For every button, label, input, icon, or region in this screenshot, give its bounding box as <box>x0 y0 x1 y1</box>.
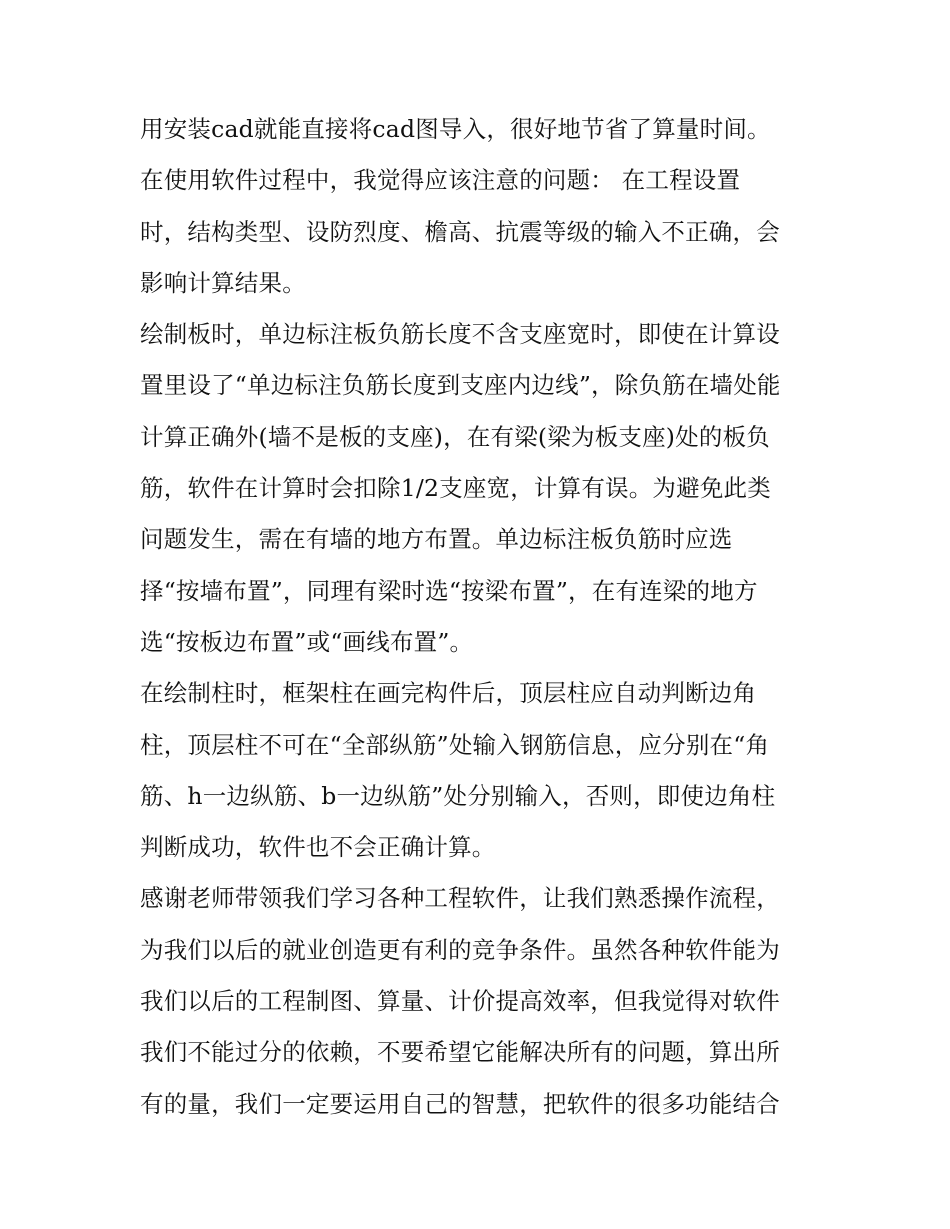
text-line: 选“按板边布置”或“画线布置”。 <box>140 627 474 656</box>
text-line: 判断成功，软件也不会正确计算。 <box>140 833 496 862</box>
text-line: 柱，顶层柱不可在“全部纵筋”处输入钢筋信息，应分别在“角 <box>140 730 770 759</box>
text-line: 时，结构类型、设防烈度、檐高、抗震等级的输入不正确，会 <box>140 217 780 246</box>
text-line: 筋，软件在计算时会扣除1/2支座宽，计算有误。为避免此类 <box>140 474 771 503</box>
text-line: 有的量，我们一定要运用自己的智慧，把软件的很多功能结合 <box>140 1089 780 1118</box>
text-line: 计算正确外(墙不是板的支座)，在有梁(梁为板支座)处的板负 <box>140 422 770 451</box>
text-line: 问题发生，需在有墙的地方布置。单边标注板负筋时应选 <box>140 525 733 554</box>
text-line: 为我们以后的就业创造更有利的竞争条件。虽然各种软件能为 <box>140 935 780 964</box>
text-line: 我们以后的工程制图、算量、计价提高效率，但我觉得对软件 <box>140 987 780 1016</box>
text-line: 在绘制柱时，框架柱在画完构件后，顶层柱应自动判断边角 <box>140 679 757 708</box>
text-line: 绘制板时，单边标注板负筋长度不含支座宽时，即使在计算设 <box>140 320 780 349</box>
text-line: 我们不能过分的依赖，不要希望它能解决所有的问题，算出所 <box>140 1038 780 1067</box>
text-line: 筋、h一边纵筋、b一边纵筋”处分别输入，否则，即使边角柱 <box>140 781 776 810</box>
text-line: 在使用软件过程中，我觉得应该注意的问题： 在工程设置 <box>140 166 741 195</box>
text-line: 择“按墙布置”，同理有梁时选“按梁布置”，在有连梁的地方 <box>140 576 758 605</box>
text-line: 影响计算结果。 <box>140 268 306 297</box>
text-line: 置里设了“单边标注负筋长度到支座内边线”，除负筋在墙处能 <box>140 371 781 400</box>
text-line: 感谢老师带领我们学习各种工程软件，让我们熟悉操作流程， <box>140 884 780 913</box>
text-line: 用安装cad就能直接将cad图导入，很好地节省了算量时间。 <box>140 115 771 143</box>
document-body <box>140 104 820 1130</box>
